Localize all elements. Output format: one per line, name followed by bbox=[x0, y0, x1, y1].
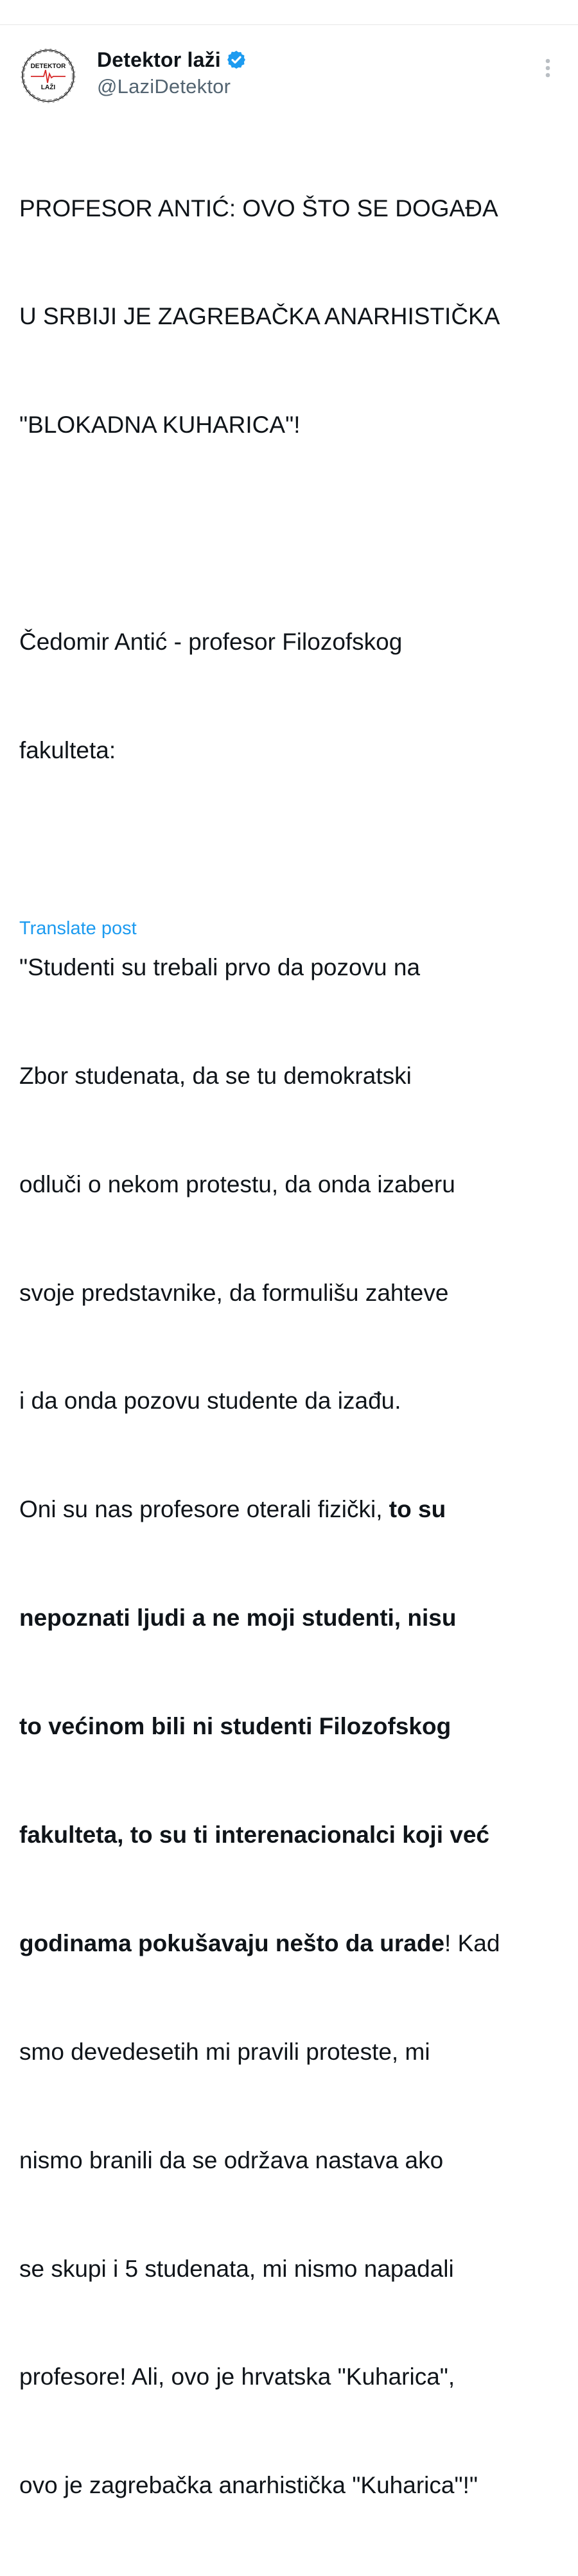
verified-badge-icon bbox=[226, 49, 247, 70]
more-options-button[interactable] bbox=[538, 56, 557, 82]
headline-line: PROFESOR ANTIĆ: OVO ŠTO SE DOGAĐA bbox=[19, 195, 498, 222]
svg-text:DETEKTOR: DETEKTOR bbox=[30, 63, 66, 70]
quote-line: "Studenti su trebali prvo da pozovu na bbox=[19, 953, 421, 980]
headline-line: U SRBIJI JE ZAGREBAČKA ANARHISTIČKA bbox=[19, 303, 500, 330]
post-body bbox=[19, 118, 565, 2576]
headline-line: "BLOKADNA KUHARICA"! bbox=[19, 412, 301, 439]
quote-line bbox=[19, 1926, 565, 1962]
translate-post-link[interactable]: Translate post bbox=[19, 918, 137, 939]
quote-line: profesore! Ali, ovo je hrvatska "Kuharica", bbox=[19, 2363, 455, 2390]
normal-text: ! Kad bbox=[444, 1929, 500, 1956]
quote-line: ovo je zagrebačka anarhistička "Kuharica"!" bbox=[19, 2472, 478, 2499]
bold-line: to većinom bili ni studenti Filozofskog bbox=[19, 1713, 451, 1740]
detektor-lazi-logo-icon bbox=[19, 47, 77, 105]
bold-text: to su bbox=[389, 1496, 446, 1523]
top-divider bbox=[0, 24, 578, 25]
intro-line: Čedomir Antić - profesor Filozofskog bbox=[19, 629, 403, 656]
author-block bbox=[97, 47, 247, 98]
quote-line: i da onda pozovu studente da izađu. bbox=[19, 1388, 401, 1414]
quote-line: Zbor studenata, da se tu demokratski bbox=[19, 1062, 412, 1089]
svg-text:LAŽI: LAŽI bbox=[40, 84, 56, 91]
more-vertical-icon bbox=[538, 56, 557, 82]
paragraph-gap bbox=[19, 841, 565, 877]
normal-text: Oni su nas profesore oterali fizički, bbox=[19, 1496, 389, 1523]
bold-line: nepoznati ljudi a ne moji studenti, nisu bbox=[19, 1605, 457, 1632]
quote-line: smo devedesetih mi pravili proteste, mi bbox=[19, 2038, 430, 2065]
intro-line: fakulteta: bbox=[19, 737, 116, 764]
bold-line: fakulteta, to su ti interenacionalci koji već bbox=[19, 1821, 489, 1848]
bold-text: godinama pokušavaju nešto da urade bbox=[19, 1929, 445, 1956]
paragraph-gap bbox=[19, 516, 565, 552]
quote-line: se skupi i 5 studenata, mi nismo napadali bbox=[19, 2255, 454, 2282]
display-name[interactable]: Detektor laži bbox=[97, 48, 221, 71]
avatar[interactable] bbox=[19, 47, 77, 105]
quote-line: nismo branili da se održava nastava ako bbox=[19, 2146, 444, 2173]
quote-line: odluči o nekom protestu, da onda izaberu bbox=[19, 1171, 455, 1197]
user-handle[interactable]: @LaziDetektor bbox=[97, 75, 231, 98]
quote-line bbox=[19, 1492, 565, 1527]
quote-line: svoje predstavnike, da formulišu zahteve bbox=[19, 1279, 449, 1306]
name-row bbox=[97, 47, 247, 73]
